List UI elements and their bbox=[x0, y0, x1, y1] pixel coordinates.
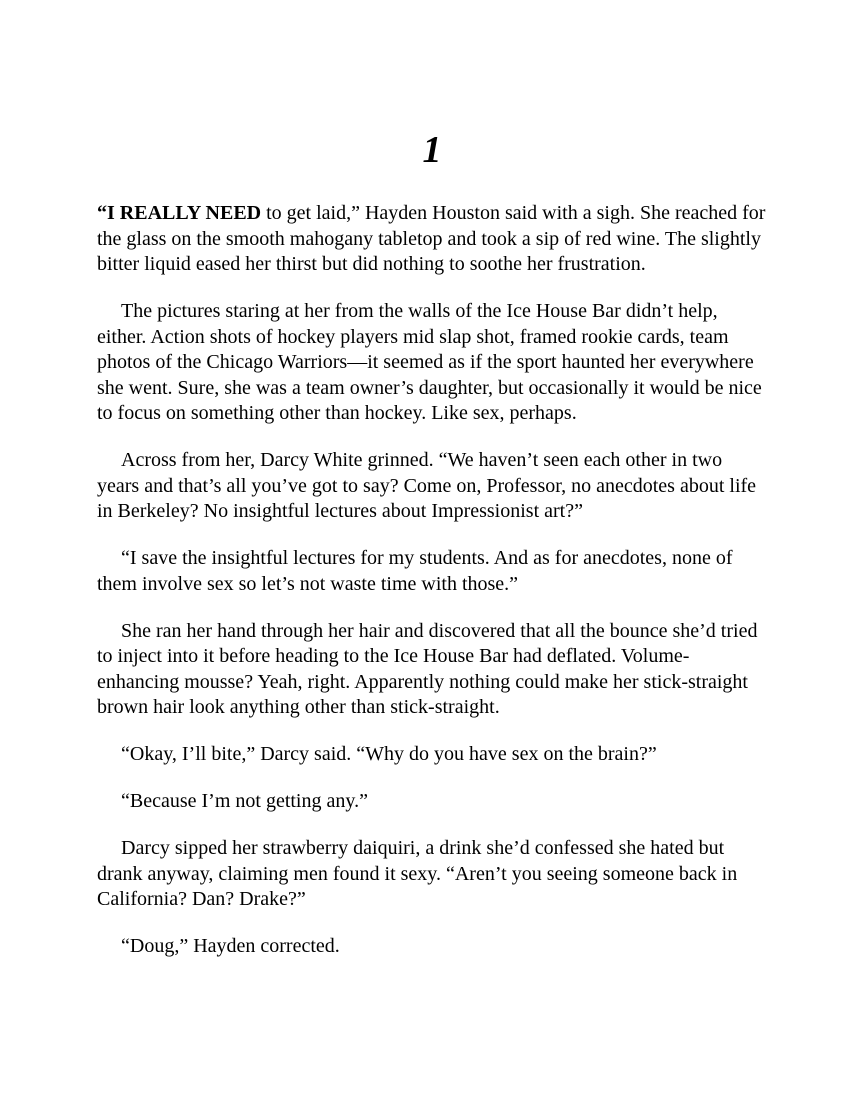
paragraph-text: to get laid,” Hayden Houston said with a sigh. She reached for the glass on the smooth mahogany tabletop and took a sip of red wine. The slightly bitter liquid eased her thirst but did nothing to soothe her frustration. bbox=[97, 202, 766, 275]
paragraph-text: She ran her hand through her hair and discovered that all the bounce she’d tried to inject into it before heading to the Ice House Bar had deflated. Volume-enhancing mousse? Yeah, right. Apparently nothing could make her stick-straight brown hair look anything other than stick-straight. bbox=[97, 619, 758, 718]
paragraph bbox=[97, 299, 767, 427]
paragraph-text: “Okay, I’ll bite,” Darcy said. “Why do you have sex on the brain?” bbox=[121, 743, 657, 765]
paragraph bbox=[97, 934, 767, 960]
paragraph bbox=[97, 836, 767, 913]
paragraph-text: “I save the insightful lectures for my students. And as for anecdotes, none of them involve sex so let’s not waste time with those.” bbox=[97, 547, 733, 595]
paragraph bbox=[97, 201, 767, 278]
paragraph bbox=[97, 546, 767, 597]
chapter-number: 1 bbox=[422, 129, 442, 171]
page-body bbox=[97, 201, 767, 960]
paragraph-lead-bold: “I REALLY NEED bbox=[97, 202, 262, 224]
paragraph bbox=[97, 789, 767, 815]
paragraph-text: Across from her, Darcy White grinned. “We haven’t seen each other in two years and that’s all you’ve got to say? Come on, Professor, no anecdotes about life in Berkeley? No insightful lectures about Impressionist art?” bbox=[97, 449, 757, 522]
paragraph bbox=[97, 619, 767, 721]
paragraph bbox=[97, 448, 767, 525]
paragraph-text: “Because I’m not getting any.” bbox=[121, 790, 368, 812]
paragraph-text: The pictures staring at her from the walls of the Ice House Bar didn’t help, either. Action shots of hockey players mid slap shot, framed rookie cards, team photos of the Chicago Warriors—it seemed as if the sport haunted her everywhere she went. Sure, she was a team owner’s daughter, but occasionally it would be nice to focus on something other than hockey. Like sex, perhaps. bbox=[97, 300, 762, 424]
paragraph bbox=[97, 742, 767, 768]
paragraph-text: Darcy sipped her strawberry daiquiri, a drink she’d confessed she hated but drank anyway, claiming men found it sexy. “Aren’t you seeing someone back in California? Dan? Drake?” bbox=[97, 837, 738, 910]
paragraph-text: “Doug,” Hayden corrected. bbox=[121, 935, 340, 957]
